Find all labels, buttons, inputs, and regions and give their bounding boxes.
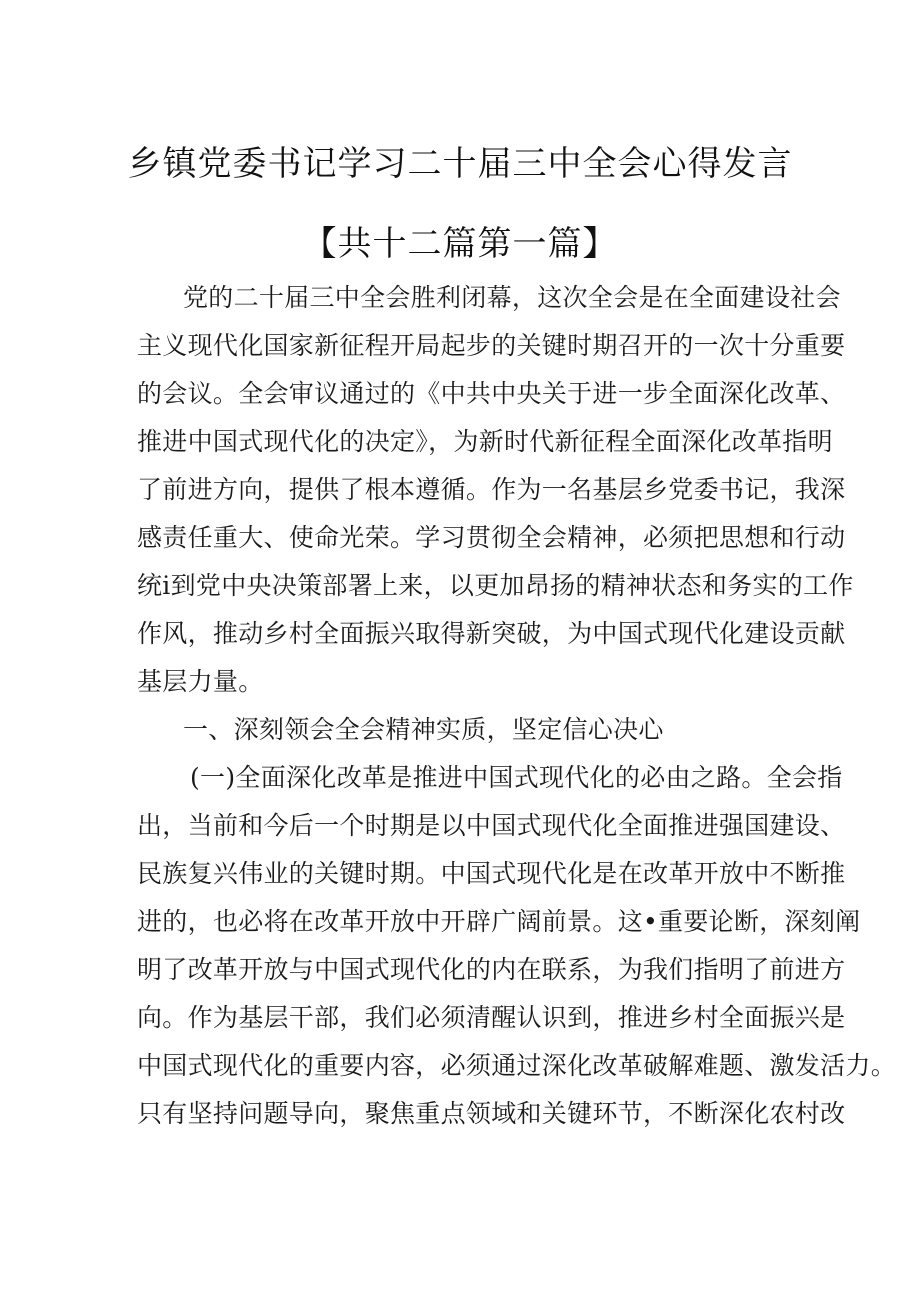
paragraph-line: 只有坚持问题导向，聚焦重点领域和关键环节，不断深化农村改 [137,1099,846,1128]
paragraph-line: 的会议。全会审议通过的《中共中央关于进一步全面深化改革、 [137,379,846,408]
paragraph-line: 民族复兴伟业的关键时期。中国式现代化是在改革开放中不断推 [137,859,846,888]
paragraph-line: 作风，推动乡村全面振兴取得新突破，为中国式现代化建设贡献 [137,619,846,648]
paragraph-line: 出，当前和今后一个时期是以中国式现代化全面推进强国建设、 [137,811,846,840]
paragraph-line: 推进中国式现代化的决定》，为新时代新征程全面深化改革指明 [137,427,833,456]
paragraph-line: 基层力量。 [137,667,264,696]
document-title: 乡镇党委书记学习二十届三中全会心得发言 [127,144,793,184]
paragraph-line: 了前进方向，提供了根本遵循。作为一名基层乡党委书记，我深 [137,475,846,504]
paragraph-line: 进的，也必将在改革开放中开辟广阔前景。这•重要论断，深刻阐 [137,907,861,936]
paragraph-line: 中国式现代化的重要内容，必须通过深化改革破解难题、激发活力。 [137,1051,897,1080]
paragraph-line: 感责任重大、使命光荣。学习贯彻全会精神，必须把思想和行动 [137,523,846,552]
paragraph-line: 党的二十届三中全会胜利闭幕，这次全会是在全面建设社会 [183,283,841,312]
paragraph-line: 统i到党中央决策部署上来，以更加昂扬的精神状态和务实的工作 [137,571,854,600]
document-subtitle: 【共十二篇第一篇】 [302,224,618,264]
paragraph-line: (一)全面深化改革是推进中国式现代化的必由之路。全会指 [190,763,843,792]
paragraph-line: 主义现代化国家新征程开局起步的关键时期召开的一次十分重要 [137,331,846,360]
section-heading: 一、深刻领会全会精神实质，坚定信心决心 [183,715,664,744]
paragraph-line: 向。作为基层干部，我们必须清醒认识到，推进乡村全面振兴是 [137,1003,846,1032]
paragraph-line: 明了改革开放与中国式现代化的内在联系，为我们指明了前进方 [137,955,846,984]
